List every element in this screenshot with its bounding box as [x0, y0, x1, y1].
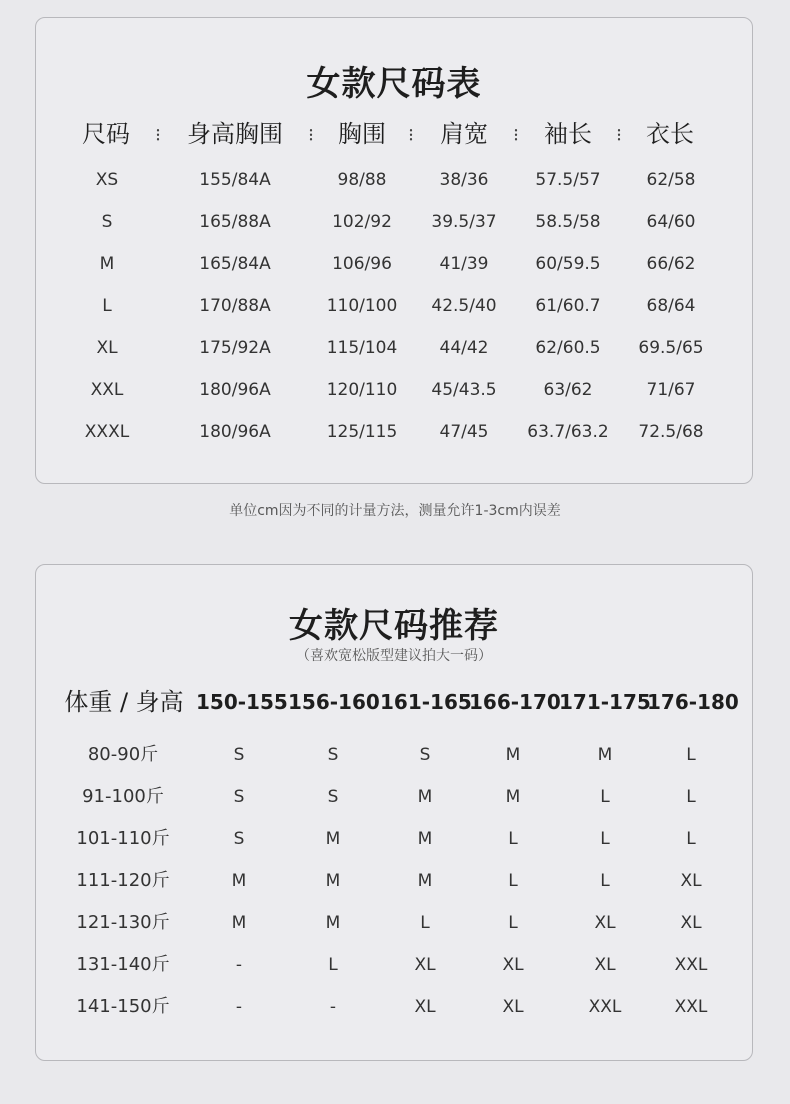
header-sleeve: 袖长	[544, 120, 592, 148]
size-chart-cell: 61/60.7	[535, 296, 601, 316]
size-chart-row	[36, 165, 752, 195]
recommended-size-cell: S	[419, 745, 431, 765]
size-chart-cell: XL	[96, 338, 118, 358]
weight-range-cell: 80-90斤	[87, 744, 159, 765]
recommended-size-cell: L	[420, 913, 430, 933]
size-chart-cell: 41/39	[439, 254, 489, 274]
recommendation-row	[36, 950, 752, 980]
recommended-size-cell: L	[508, 871, 518, 891]
header-chest: 胸围	[338, 120, 386, 148]
header-shoulder: 肩宽	[440, 120, 488, 148]
recommended-size-cell: XXL	[588, 997, 622, 1017]
header-length: 衣长	[646, 120, 694, 148]
size-chart-cell: 69.5/65	[638, 338, 704, 358]
recommended-size-cell: M	[325, 913, 341, 933]
size-chart-cell: 106/96	[332, 254, 392, 274]
size-chart-cell: 63/62	[543, 380, 593, 400]
size-chart-cell: 110/100	[326, 296, 398, 316]
weight-range-cell: 131-140斤	[76, 954, 170, 975]
size-chart-cell: 72.5/68	[638, 422, 704, 442]
size-chart-cell: 64/60	[646, 212, 696, 232]
size-chart-cell: 170/88A	[199, 296, 271, 316]
recommendation-subtitle: （喜欢宽松版型建议拍大一码）	[296, 648, 492, 664]
recommended-size-cell: M	[417, 829, 433, 849]
size-chart-cell: 115/104	[326, 338, 398, 358]
weight-range-cell: 101-110斤	[76, 828, 170, 849]
recommendation-header-row	[36, 687, 752, 717]
weight-range-cell: 111-120斤	[76, 870, 170, 891]
size-chart-cell: 71/67	[646, 380, 696, 400]
recommended-size-cell: M	[325, 829, 341, 849]
size-chart-cell: L	[102, 296, 112, 316]
size-chart-cell: 68/64	[646, 296, 696, 316]
recommended-size-cell: S	[327, 787, 339, 807]
recommendation-row	[36, 908, 752, 938]
recommended-size-cell: -	[235, 997, 243, 1017]
recommended-size-cell: XL	[594, 913, 616, 933]
recommended-size-cell: M	[231, 913, 247, 933]
recommended-size-cell: XL	[502, 955, 524, 975]
size-chart-cell: 66/62	[646, 254, 696, 274]
size-chart-cell: XXXL	[84, 422, 130, 442]
header-separator	[409, 128, 413, 142]
size-chart-cell: 98/88	[337, 170, 387, 190]
size-chart-cell: 175/92A	[199, 338, 271, 358]
size-chart-cell: 38/36	[439, 170, 489, 190]
recommended-size-cell: S	[327, 745, 339, 765]
recommended-size-cell: L	[600, 829, 610, 849]
header-separator	[156, 128, 160, 142]
recommended-size-cell: XXL	[674, 997, 708, 1017]
size-chart-cell: 47/45	[439, 422, 489, 442]
recommendation-row	[36, 824, 752, 854]
size-chart-cell: XS	[95, 170, 119, 190]
header-size: 尺码	[82, 120, 130, 148]
size-chart-cell: M	[99, 254, 115, 274]
size-chart-cell: 42.5/40	[431, 296, 497, 316]
size-chart-title: 女款尺码表	[306, 64, 482, 104]
recommendation-row	[36, 992, 752, 1022]
header-separator	[617, 128, 621, 142]
recommended-size-cell: XL	[414, 997, 436, 1017]
size-chart-cell: 63.7/63.2	[527, 422, 609, 442]
header-height-range: 150-155	[196, 690, 288, 714]
size-chart-cell: S	[101, 212, 113, 232]
size-chart-cell: XXL	[90, 380, 124, 400]
size-chart-row	[36, 291, 752, 321]
recommended-size-cell: XL	[414, 955, 436, 975]
size-chart-cell: 45/43.5	[431, 380, 497, 400]
size-chart-cell: 58.5/58	[535, 212, 601, 232]
size-chart-row	[36, 249, 752, 279]
recommended-size-cell: -	[329, 997, 337, 1017]
size-chart-cell: 120/110	[326, 380, 398, 400]
recommended-size-cell: M	[231, 871, 247, 891]
size-chart-row	[36, 333, 752, 363]
size-chart-cell: 62/60.5	[535, 338, 601, 358]
recommended-size-cell: M	[417, 871, 433, 891]
recommendation-row	[36, 740, 752, 770]
recommended-size-cell: M	[505, 787, 521, 807]
recommended-size-cell: L	[686, 745, 696, 765]
size-chart-cell: 57.5/57	[535, 170, 601, 190]
size-chart-cell: 62/58	[646, 170, 696, 190]
header-weight-height: 体重 / 身高	[64, 688, 184, 716]
recommendation-row	[36, 782, 752, 812]
recommended-size-cell: L	[508, 829, 518, 849]
recommendation-row	[36, 866, 752, 896]
recommended-size-cell: L	[600, 871, 610, 891]
recommended-size-cell: XL	[594, 955, 616, 975]
recommended-size-cell: L	[508, 913, 518, 933]
recommended-size-cell: S	[233, 745, 245, 765]
recommended-size-cell: XL	[502, 997, 524, 1017]
recommended-size-cell: S	[233, 787, 245, 807]
measurement-note: 单位cm因为不同的计量方法，测量允许1-3cm内误差	[229, 503, 561, 519]
header-separator	[309, 128, 313, 142]
header-height-range: 161-165	[380, 690, 472, 714]
size-chart-cell: 180/96A	[199, 380, 271, 400]
header-height-chest: 身高胸围	[187, 120, 283, 148]
size-chart-cell: 165/84A	[199, 254, 271, 274]
header-height-range: 156-160	[288, 690, 380, 714]
header-separator	[514, 128, 518, 142]
size-chart-cell: 155/84A	[199, 170, 271, 190]
size-chart-cell: 102/92	[332, 212, 392, 232]
size-chart-cell: 44/42	[439, 338, 489, 358]
size-chart-card	[35, 17, 753, 484]
recommended-size-cell: XXL	[674, 955, 708, 975]
recommended-size-cell: S	[233, 829, 245, 849]
recommended-size-cell: XL	[680, 913, 702, 933]
header-height-range: 176-180	[647, 690, 739, 714]
recommended-size-cell: -	[235, 955, 243, 975]
recommended-size-cell: L	[328, 955, 338, 975]
size-chart-header-row	[36, 117, 752, 147]
size-chart-cell: 39.5/37	[431, 212, 497, 232]
recommended-size-cell: L	[686, 829, 696, 849]
size-chart-cell: 125/115	[326, 422, 398, 442]
size-chart-cell: 165/88A	[199, 212, 271, 232]
size-chart-cell: 180/96A	[199, 422, 271, 442]
size-chart-cell: 60/59.5	[535, 254, 601, 274]
header-height-range: 171-175	[559, 690, 651, 714]
recommended-size-cell: M	[505, 745, 521, 765]
size-chart-row	[36, 375, 752, 405]
weight-range-cell: 91-100斤	[82, 786, 164, 807]
recommended-size-cell: L	[600, 787, 610, 807]
recommendation-title: 女款尺码推荐	[289, 606, 499, 646]
weight-range-cell: 121-130斤	[76, 912, 170, 933]
recommended-size-cell: M	[325, 871, 341, 891]
recommended-size-cell: L	[686, 787, 696, 807]
weight-range-cell: 141-150斤	[76, 996, 170, 1017]
recommended-size-cell: XL	[680, 871, 702, 891]
size-chart-row	[36, 207, 752, 237]
size-chart-row	[36, 417, 752, 447]
size-recommendation-card	[35, 564, 753, 1061]
recommended-size-cell: M	[417, 787, 433, 807]
header-height-range: 166-170	[469, 690, 561, 714]
recommended-size-cell: M	[597, 745, 613, 765]
